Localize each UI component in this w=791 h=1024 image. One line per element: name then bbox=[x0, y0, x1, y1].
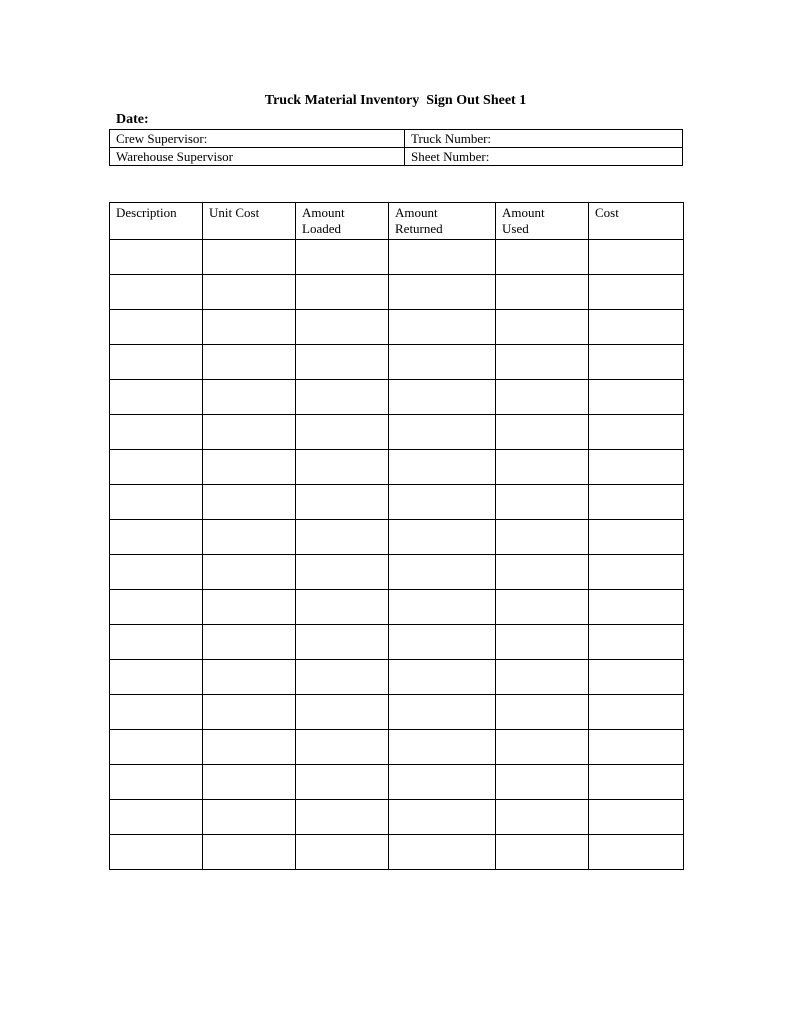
supervisor-row-2 bbox=[110, 148, 683, 166]
table-row bbox=[110, 415, 684, 450]
cell-description[interactable] bbox=[110, 800, 203, 835]
table-row bbox=[110, 485, 684, 520]
table-row bbox=[110, 240, 684, 275]
cell-amount-returned[interactable] bbox=[389, 590, 496, 625]
cell-unit-cost[interactable] bbox=[203, 345, 296, 380]
cell-cost[interactable] bbox=[589, 555, 684, 590]
cell-cost[interactable] bbox=[589, 590, 684, 625]
cell-amount-loaded[interactable] bbox=[296, 415, 389, 450]
table-row bbox=[110, 695, 684, 730]
cell-amount-used[interactable] bbox=[496, 660, 589, 695]
cell-description[interactable] bbox=[110, 520, 203, 555]
cell-unit-cost[interactable] bbox=[203, 380, 296, 415]
cell-amount-returned[interactable] bbox=[389, 415, 496, 450]
cell-cost[interactable] bbox=[589, 275, 684, 310]
cell-amount-returned[interactable] bbox=[389, 730, 496, 765]
table-row bbox=[110, 345, 684, 380]
cell-cost[interactable] bbox=[589, 240, 684, 275]
cell-description[interactable] bbox=[110, 240, 203, 275]
warehouse-supervisor-field[interactable]: Warehouse Supervisor bbox=[110, 148, 405, 166]
cell-unit-cost[interactable] bbox=[203, 625, 296, 660]
cell-amount-used[interactable] bbox=[496, 485, 589, 520]
supervisor-info-table bbox=[109, 129, 683, 166]
cell-amount-loaded[interactable] bbox=[296, 590, 389, 625]
table-row bbox=[110, 275, 684, 310]
cell-amount-returned[interactable] bbox=[389, 625, 496, 660]
cell-amount-used[interactable] bbox=[496, 520, 589, 555]
column-header-unit-cost: Unit Cost bbox=[203, 203, 296, 240]
cell-amount-returned[interactable] bbox=[389, 240, 496, 275]
sheet-number-field[interactable]: Sheet Number: bbox=[405, 148, 683, 166]
cell-cost[interactable] bbox=[589, 310, 684, 345]
cell-amount-loaded[interactable] bbox=[296, 240, 389, 275]
table-row bbox=[110, 625, 684, 660]
cell-amount-loaded[interactable] bbox=[296, 835, 389, 870]
cell-description[interactable] bbox=[110, 345, 203, 380]
table-row bbox=[110, 590, 684, 625]
cell-unit-cost[interactable] bbox=[203, 800, 296, 835]
cell-description[interactable] bbox=[110, 555, 203, 590]
cell-amount-returned[interactable] bbox=[389, 485, 496, 520]
table-row bbox=[110, 555, 684, 590]
cell-cost[interactable] bbox=[589, 625, 684, 660]
table-row bbox=[110, 835, 684, 870]
cell-amount-used[interactable] bbox=[496, 450, 589, 485]
table-row bbox=[110, 310, 684, 345]
table-row bbox=[110, 380, 684, 415]
cell-description[interactable] bbox=[110, 485, 203, 520]
cell-amount-used[interactable] bbox=[496, 800, 589, 835]
cell-unit-cost[interactable] bbox=[203, 485, 296, 520]
cell-amount-used[interactable] bbox=[496, 345, 589, 380]
table-row bbox=[110, 765, 684, 800]
cell-unit-cost[interactable] bbox=[203, 730, 296, 765]
table-row bbox=[110, 520, 684, 555]
column-header-amount-returned: Amount Returned bbox=[389, 203, 496, 240]
cell-amount-used[interactable] bbox=[496, 625, 589, 660]
cell-unit-cost[interactable] bbox=[203, 555, 296, 590]
cell-unit-cost[interactable] bbox=[203, 415, 296, 450]
cell-amount-returned[interactable] bbox=[389, 555, 496, 590]
cell-description[interactable] bbox=[110, 275, 203, 310]
cell-amount-loaded[interactable] bbox=[296, 485, 389, 520]
column-header-cost: Cost bbox=[589, 203, 684, 240]
cell-description[interactable] bbox=[110, 380, 203, 415]
cell-cost[interactable] bbox=[589, 800, 684, 835]
cell-amount-used[interactable] bbox=[496, 310, 589, 345]
cell-amount-loaded[interactable] bbox=[296, 800, 389, 835]
cell-amount-used[interactable] bbox=[496, 240, 589, 275]
cell-amount-loaded[interactable] bbox=[296, 345, 389, 380]
document-title: Truck Material Inventory Sign Out Sheet 1 bbox=[264, 93, 527, 108]
cell-cost[interactable] bbox=[589, 520, 684, 555]
cell-amount-loaded[interactable] bbox=[296, 310, 389, 345]
cell-unit-cost[interactable] bbox=[203, 520, 296, 555]
cell-description[interactable] bbox=[110, 765, 203, 800]
cell-unit-cost[interactable] bbox=[203, 835, 296, 870]
cell-amount-loaded[interactable] bbox=[296, 520, 389, 555]
cell-amount-returned[interactable] bbox=[389, 310, 496, 345]
table-row bbox=[110, 800, 684, 835]
date-label: Date: bbox=[116, 112, 149, 127]
cell-description[interactable] bbox=[110, 450, 203, 485]
cell-unit-cost[interactable] bbox=[203, 590, 296, 625]
cell-cost[interactable] bbox=[589, 835, 684, 870]
cell-cost[interactable] bbox=[589, 380, 684, 415]
crew-supervisor-field[interactable]: Crew Supervisor: bbox=[110, 130, 405, 148]
cell-cost[interactable] bbox=[589, 730, 684, 765]
cell-amount-returned[interactable] bbox=[389, 660, 496, 695]
cell-unit-cost[interactable] bbox=[203, 695, 296, 730]
inventory-body bbox=[110, 240, 684, 870]
table-row bbox=[110, 450, 684, 485]
cell-amount-used[interactable] bbox=[496, 835, 589, 870]
cell-amount-loaded[interactable] bbox=[296, 380, 389, 415]
cell-amount-returned[interactable] bbox=[389, 380, 496, 415]
cell-cost[interactable] bbox=[589, 345, 684, 380]
column-header-amount-used: Amount Used bbox=[496, 203, 589, 240]
cell-description[interactable] bbox=[110, 415, 203, 450]
cell-cost[interactable] bbox=[589, 485, 684, 520]
cell-amount-used[interactable] bbox=[496, 590, 589, 625]
cell-cost[interactable] bbox=[589, 450, 684, 485]
cell-cost[interactable] bbox=[589, 765, 684, 800]
cell-description[interactable] bbox=[110, 730, 203, 765]
cell-amount-loaded[interactable] bbox=[296, 730, 389, 765]
cell-amount-returned[interactable] bbox=[389, 765, 496, 800]
cell-cost[interactable] bbox=[589, 660, 684, 695]
cell-description[interactable] bbox=[110, 660, 203, 695]
cell-amount-loaded[interactable] bbox=[296, 275, 389, 310]
cell-amount-returned[interactable] bbox=[389, 800, 496, 835]
cell-description[interactable] bbox=[110, 310, 203, 345]
cell-amount-used[interactable] bbox=[496, 730, 589, 765]
cell-amount-loaded[interactable] bbox=[296, 765, 389, 800]
cell-cost[interactable] bbox=[589, 415, 684, 450]
cell-amount-used[interactable] bbox=[496, 765, 589, 800]
cell-amount-returned[interactable] bbox=[389, 275, 496, 310]
cell-unit-cost[interactable] bbox=[203, 660, 296, 695]
truck-number-field[interactable]: Truck Number: bbox=[405, 130, 683, 148]
cell-amount-returned[interactable] bbox=[389, 345, 496, 380]
cell-unit-cost[interactable] bbox=[203, 275, 296, 310]
inventory-header-row bbox=[110, 203, 684, 240]
table-row bbox=[110, 730, 684, 765]
cell-amount-used[interactable] bbox=[496, 380, 589, 415]
cell-unit-cost[interactable] bbox=[203, 310, 296, 345]
supervisor-row-1 bbox=[110, 130, 683, 148]
cell-unit-cost[interactable] bbox=[203, 240, 296, 275]
column-header-description: Description bbox=[110, 203, 203, 240]
table-row bbox=[110, 660, 684, 695]
cell-amount-used[interactable] bbox=[496, 555, 589, 590]
cell-unit-cost[interactable] bbox=[203, 450, 296, 485]
cell-amount-used[interactable] bbox=[496, 415, 589, 450]
cell-amount-returned[interactable] bbox=[389, 835, 496, 870]
cell-amount-used[interactable] bbox=[496, 695, 589, 730]
cell-description[interactable] bbox=[110, 625, 203, 660]
cell-description[interactable] bbox=[110, 695, 203, 730]
cell-amount-loaded[interactable] bbox=[296, 625, 389, 660]
cell-unit-cost[interactable] bbox=[203, 765, 296, 800]
cell-amount-loaded[interactable] bbox=[296, 555, 389, 590]
cell-description[interactable] bbox=[110, 590, 203, 625]
cell-amount-loaded[interactable] bbox=[296, 660, 389, 695]
cell-amount-loaded[interactable] bbox=[296, 695, 389, 730]
cell-description[interactable] bbox=[110, 835, 203, 870]
inventory-table bbox=[109, 202, 684, 870]
cell-amount-returned[interactable] bbox=[389, 450, 496, 485]
cell-cost[interactable] bbox=[589, 695, 684, 730]
cell-amount-returned[interactable] bbox=[389, 695, 496, 730]
cell-amount-used[interactable] bbox=[496, 275, 589, 310]
cell-amount-returned[interactable] bbox=[389, 520, 496, 555]
column-header-amount-loaded: Amount Loaded bbox=[296, 203, 389, 240]
cell-amount-loaded[interactable] bbox=[296, 450, 389, 485]
